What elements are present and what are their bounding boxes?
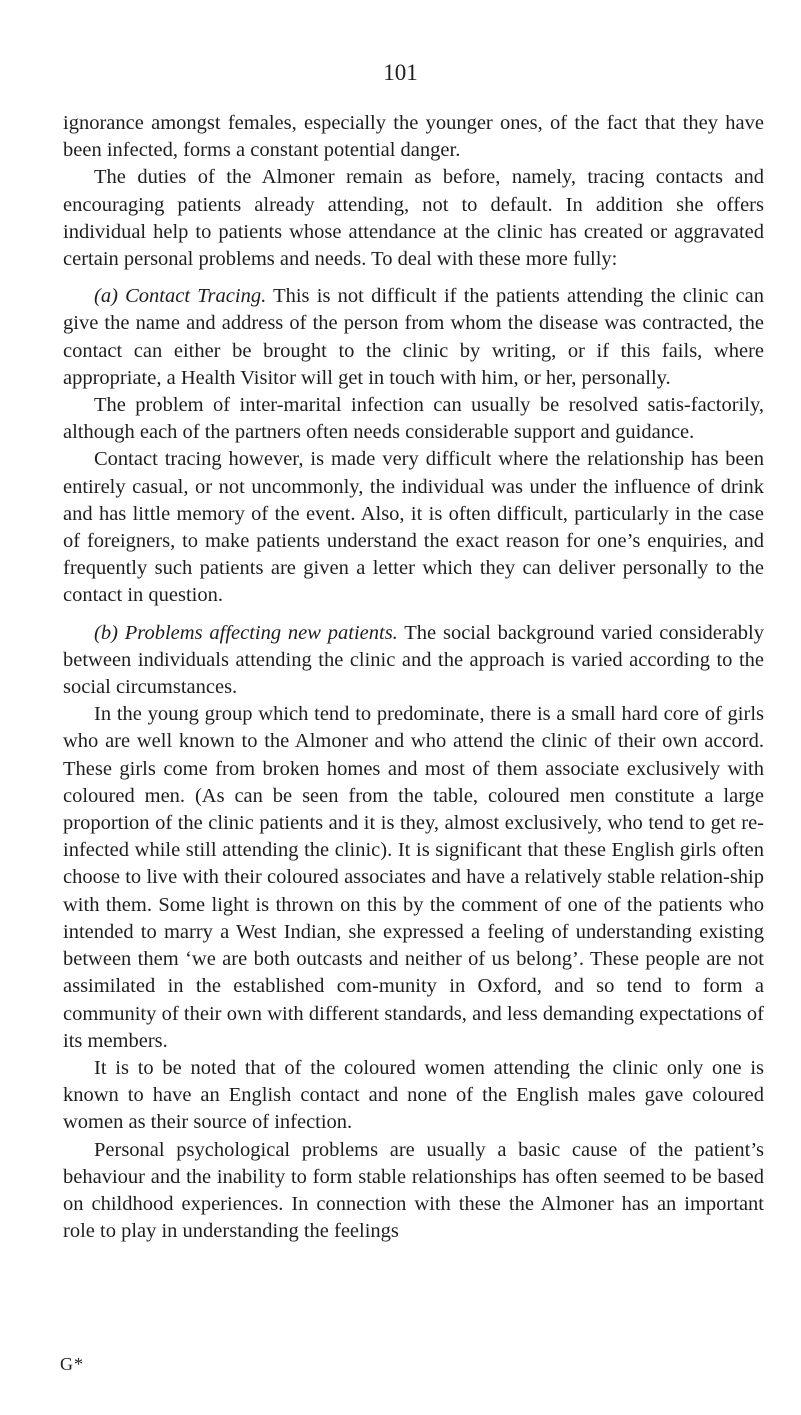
paragraph-casual-contacts: Contact tracing however, is made very difficult where the relationship has been entirely casual, or not uncommonly, the individual was under the influence of drink and has little memory of the event. Also, it is often difficult, particularly in the case of foreigners, to make patients understand the exact reason for one’s enquiries, and frequently such patients are given a letter which they can deliver personally to the contact in question. [63,448,764,607]
paragraph-contact-tracing-text: This is not difficult if the patients attending the clinic can give the name and address of the person from whom the disease was contracted, the contact can either be brought to the clinic by writing, or if this fails, where appropriate, a Health Visitor will get in touch with him, or her, personally. [63,285,765,389]
paragraph-young-group: In the young group which tend to predominate, there is a small hard core of girls who are well known to the Almoner and who attend the clinic of their own accord. These girls come from broken homes and most of them associate exclusively with coloured men. (As can be seen from the table, coloured men constitute a large proportion of the clinic patients and it is they, almost exclusively, who tend to get re-infected while still attending the clinic). It is significant that these English girls often choose to live with their coloured associates and have a relatively stable relation-ship with them. Some light is thrown on this by the comment of one of the patients who intended to marry a West Indian, she expressed a feeling of understanding existing between them ‘we are both outcasts and neither of us belong’. These people are not assimilated in the established com-munity in Oxford, and so tend to form a community of their own with different standards, and less demanding expectations of its members. [63,703,764,1052]
paragraph-contact-tracing [63,283,764,392]
paragraph-continuation: ignorance amongst females, especially the younger ones, of the fact that they have been infected, forms a constant potential danger. [63,112,764,162]
paragraph-inter-marital: The problem of inter-marital infection can usually be resolved satis-factorily, although each of the partners often needs considerable support and guidance. [63,394,764,444]
paragraph-almoner-duties: The duties of the Almoner remain as before, namely, tracing contacts and encouraging patients already attending, not to default. In addition she offers individual help to patients whose attendance at the clinic has created or aggravated certain personal problems and needs. To deal with these more fully: [63,166,764,271]
paragraph-psychological-problems: Personal psychological problems are usually a basic cause of the patient’s behaviour and the inability to form stable relationships has often seemed to be based on childhood experiences. In connection with these the Almoner has an important role to play in understanding the feelings [63,1138,764,1243]
paragraph-coloured-women: It is to be noted that of the coloured women attending the clinic only one is known to have an English contact and none of the English males gave coloured women as their source of infection. [63,1056,764,1134]
paragraph-new-patients-text: The social background varied considerably between individuals attending the clinic and the approach is varied according to the social circumstances. [63,621,764,699]
body-text [63,110,764,1245]
paragraph-new-patients [63,620,764,702]
section-heading-new-patients: (b) Problems affecting new patients. [94,621,398,644]
page-number: 101 [383,60,418,85]
section-heading-contact-tracing: (a) Contact Tracing. [94,285,267,308]
signature-mark: G* [60,1354,84,1374]
